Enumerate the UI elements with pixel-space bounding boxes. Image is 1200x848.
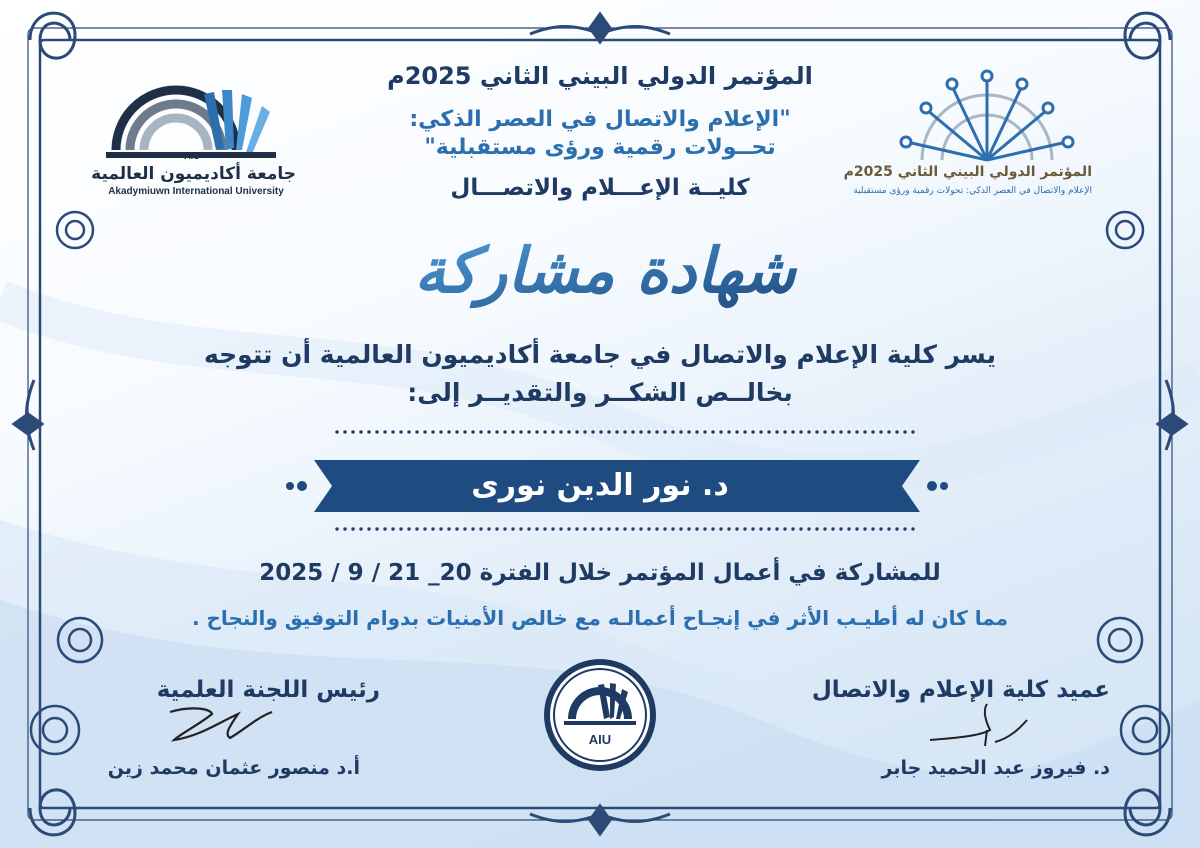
intro-line1: يسر كلية الإعلام والاتصال في جامعة أكاديميون العالمية أن تتوجه xyxy=(203,340,997,369)
intro-line2: بخالــص الشكــر والتقديــر إلى: xyxy=(407,378,793,407)
conference-title: المؤتمر الدولي البيني الثاني 2025م xyxy=(387,62,813,90)
conference-theme-line1: "الإعلام والاتصال في العصر الذكي: xyxy=(409,107,791,132)
conference-logo-title: المؤتمر الدولي البيني الثاني 2025م xyxy=(843,164,1092,180)
dotted-divider-bottom xyxy=(333,527,915,531)
dean-signature xyxy=(925,700,1035,750)
conference-theme-line2: تحــولات رقمية ورؤى مستقبلية" xyxy=(424,135,776,160)
committee-head-signature xyxy=(160,700,280,750)
certificate-title-text: شهادة مشاركة xyxy=(414,234,796,307)
dotted-divider-top xyxy=(333,430,915,434)
faculty-name: كليــة الإعـــلام والاتصـــال xyxy=(450,175,750,201)
conference-logo-subtitle: الإعلام والاتصال في العصر الذكي: تحولات رقمية ورؤى مستقبلية xyxy=(853,186,1092,196)
dean-title: عميد كلية الإعلام والاتصال xyxy=(811,677,1110,703)
certificate-title-calligraphy xyxy=(414,210,796,330)
university-seal xyxy=(540,655,660,775)
university-name-arabic: جامعة أكاديميون العالمية xyxy=(91,164,296,184)
participation-text: للمشاركة في أعمال المؤتمر خلال الفترة 20_ 21 / 9 / 2025 xyxy=(259,560,941,586)
wishes-text: مما كان له أطيـب الأثر في إنجـاح أعمالـه مع خالص الأمنيات بدوام التوفيق والنجاح . xyxy=(191,606,1009,630)
dean-name: د. فيروز عبد الحميد جابر xyxy=(881,757,1110,779)
university-name-english: Akadymiuwn International University xyxy=(108,186,284,197)
seal-text: AIU xyxy=(588,732,612,747)
aiu-logo-mark: AIU xyxy=(184,151,200,161)
committee-head-title: رئيس اللجنة العلمية xyxy=(156,677,380,703)
committee-head-name: أ.د منصور عثمان محمد زين xyxy=(107,757,360,779)
recipient-name: د. نور الدين نورى xyxy=(471,468,729,503)
